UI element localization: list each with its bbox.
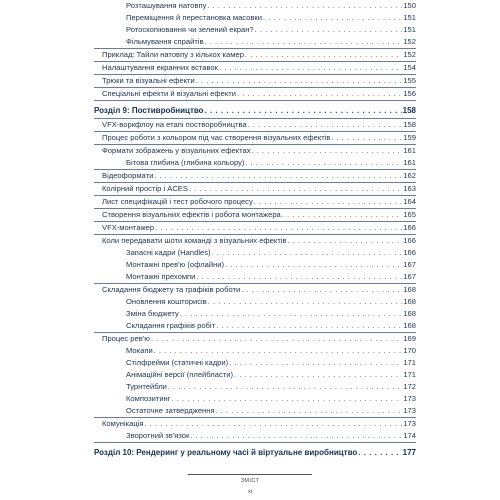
toc-entry-page: 177 [402,448,416,457]
toc-entry-page: 169 [403,334,416,343]
leader-dots [151,333,402,345]
toc-entry[interactable] [102,132,416,144]
toc-entry-label: Розділ 10: Рендеринг у реальному часі й віртуальне виробництво [94,448,358,457]
toc-entry-page: 154 [403,63,416,72]
toc-entry-label: Створення візуальних ефектів і робота монтажера [102,210,281,219]
leader-dots [208,296,403,308]
toc-entry-label: Спеціальні ефекти й візуальні ефекти [102,89,236,98]
toc-entry-label: Анімаційні версії (плейбласти) [126,370,234,379]
toc-entry-label: Монтажні прев'ю (офлайни) [126,260,225,269]
leader-dots [263,12,402,24]
toc-entry-page: 173 [403,394,416,403]
leader-dots [190,430,402,442]
leader-dots [205,105,402,117]
toc-entry[interactable] [126,0,416,12]
toc-entry[interactable] [102,183,416,195]
toc-entry-label: Процес рев'ю [102,334,150,343]
toc-entry[interactable] [126,259,416,271]
toc-entry-page: 166 [403,223,416,232]
toc-entry[interactable] [102,235,416,247]
toc-entry[interactable] [102,222,416,234]
toc-entry-label: Колірний простір і ACES [102,184,188,193]
leader-dots [219,62,402,74]
leader-dots [145,418,403,430]
toc-entry[interactable] [126,157,416,169]
toc-entry[interactable] [126,320,416,332]
divider [94,100,416,101]
leader-dots [207,0,402,12]
toc-entry-label: Налаштування екранних вставок [102,63,218,72]
leader-dots [254,196,403,208]
toc-entry-page: 150 [403,1,416,10]
toc-entry-page: 173 [403,419,416,428]
toc-entry[interactable] [102,209,416,221]
leader-dots [234,369,402,381]
toc-entry-page: 158 [402,106,416,115]
toc-entry[interactable] [102,284,416,296]
toc-entry-label: Композитинг [126,394,171,403]
leader-dots [212,247,403,259]
toc-entry[interactable] [102,170,416,182]
leader-dots [358,447,401,459]
toc-entry-label: Комунікація [102,419,144,428]
leader-dots [155,222,402,234]
footer-section-title: ЗМІСТ [240,478,260,484]
toc-entry-page: 174 [403,431,416,440]
toc-entry-label: Формати зображень у візуальних ефектах [102,146,251,155]
toc-entry-page: 155 [403,76,416,85]
toc-entry-label: VFX-монтажер [102,223,155,232]
toc-entry[interactable] [126,405,416,417]
toc-entry-page: 164 [403,197,416,206]
toc-entry[interactable] [102,418,416,430]
toc-entry-page: 170 [403,346,416,355]
toc-entry-label: Бітова глибина (глибина кольору) [126,158,245,167]
toc-entry-label: Запасні кадри (Handles) [126,248,211,257]
leader-dots [248,119,403,131]
toc-entry-label: Зміна бюджету [126,309,179,318]
toc-entry[interactable] [126,36,416,48]
leader-dots [245,157,402,169]
toc-entry-page: 151 [403,13,416,22]
toc-entry-label: Ротоскопіювання чи зелений екран? [126,25,254,34]
toc-entry[interactable] [126,369,416,381]
toc-entry[interactable] [102,75,416,87]
toc-entry-label: Переміщення й перестановка масовки [126,13,262,22]
footer-page-number: xi [248,489,252,495]
toc-entry-label: Трюки та візуальні ефекти [102,76,195,85]
toc-chapter-heading[interactable] [94,447,416,459]
toc-entry[interactable] [126,357,416,369]
toc-entry-page: 167 [403,272,416,281]
toc-entry-label: Монтажні прехомпи [126,272,196,281]
toc-entry-page: 152 [403,50,416,59]
toc-entry-page: 168 [403,285,416,294]
leader-dots [196,75,403,87]
toc-entry[interactable] [102,88,416,100]
toc-entry-page: 162 [403,171,416,180]
leader-dots [331,132,402,144]
toc-entry[interactable] [102,333,416,345]
toc-entry-label: Процес роботи з кольором під час створення візуальних ефектів [102,133,331,142]
toc-entry[interactable] [126,345,416,357]
toc-entry-label: Оновлення кошторисів [126,297,207,306]
toc-entry[interactable] [102,119,416,131]
divider [94,442,416,443]
toc-entry[interactable] [126,12,416,24]
toc-entry-page: 163 [403,184,416,193]
toc-entry-page: 161 [403,158,416,167]
leader-dots [205,36,403,48]
toc-entry-page: 166 [403,248,416,257]
toc-chapter-heading[interactable] [94,105,416,117]
toc-entry-label: Складання бюджету та графіків роботи [102,285,241,294]
leader-dots [241,284,402,296]
toc-entry[interactable] [126,381,416,393]
toc-entry[interactable] [102,145,416,157]
toc-entry-page: 168 [403,321,416,330]
toc-entry-page: 158 [403,120,416,129]
toc-entry-page: 171 [403,370,416,379]
toc-entry-label: Зворотний зв'язок [126,431,190,440]
toc-entry[interactable] [126,296,416,308]
leader-dots [154,345,403,357]
leader-dots [245,49,402,61]
toc-entry-label: Остаточне затвердження [126,406,215,415]
toc-entry-page: 156 [403,89,416,98]
toc-entry-page: 173 [403,406,416,415]
toc-entry[interactable] [102,62,416,74]
toc-entry-page: 172 [403,382,416,391]
leader-dots [168,381,402,393]
leader-dots [237,88,402,100]
leader-dots [189,183,402,195]
toc-entry[interactable] [102,49,416,61]
leader-dots [229,357,402,369]
toc-entry-label: Складання графіків робіт [126,321,216,330]
toc-entry-page: 171 [403,358,416,367]
toc-entry-label: Фільмування спрайтів [126,37,204,46]
leader-dots [225,259,402,271]
leader-dots [216,320,402,332]
toc-entry-page: 152 [403,37,416,46]
toc-entry-label: VFX-воркфлоу на етапі постворобництва [102,120,247,129]
toc-entry-page: 159 [403,133,416,142]
toc-entry-page: 168 [403,309,416,318]
toc-entry[interactable] [126,247,416,259]
toc-entry-page: 151 [403,25,416,34]
toc-entry-label: Коли передавати шоти команді з візуальних ефектів [102,236,287,245]
toc-entry-page: 165 [403,210,416,219]
toc-entry[interactable] [126,430,416,442]
leader-dots [172,393,403,405]
toc-entry-label: Розташування натовпу [126,1,207,10]
leader-dots [196,271,402,283]
toc-entry-label: Розділ 9: Постивробництво [94,106,204,115]
toc-entry-label: Лист специфікацій і тест робочого процесу [102,197,253,206]
leader-dots [216,405,403,417]
leader-dots [282,209,403,221]
toc-entry-label: Стілфрейми (статичні кадри) [126,358,229,367]
toc-entry-page: 166 [403,236,416,245]
leader-dots [288,235,403,247]
toc-entry[interactable] [102,196,416,208]
toc-entry[interactable] [126,308,416,320]
toc-entry[interactable] [126,271,416,283]
toc-entry[interactable] [126,24,416,36]
toc-entry-label: Турнтейбли [126,382,167,391]
leader-dots [180,308,403,320]
toc-entry-page: 168 [403,297,416,306]
toc-entry[interactable] [126,393,416,405]
footer-divider [188,474,312,475]
leader-dots [255,24,403,36]
toc-entry-page: 161 [403,146,416,155]
toc-entry-label: Відеоформати [102,171,154,180]
toc-entry-label: Приклад: Тайли натовпу з кількох камер [102,50,244,59]
leader-dots [154,170,402,182]
toc-entry-page: 167 [403,260,416,269]
toc-entry-label: Мокапи [126,346,153,355]
leader-dots [252,145,403,157]
